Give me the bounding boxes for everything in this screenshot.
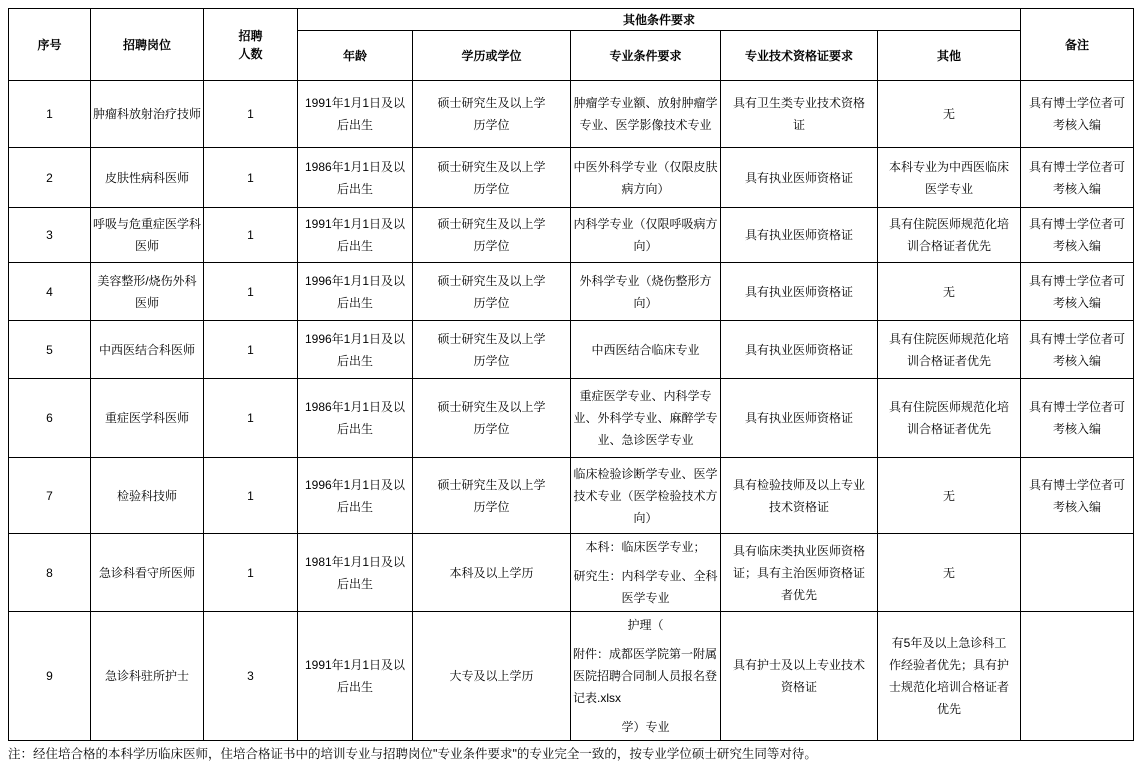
age-cell: 1996年1月1日及以后出生 (298, 263, 413, 321)
remark-cell (1021, 612, 1134, 741)
age-cell: 1986年1月1日及以后出生 (298, 148, 413, 208)
remark-cell: 具有博士学位者可考核入编 (1021, 458, 1134, 534)
table-row (9, 321, 1134, 379)
count-cell: 1 (204, 81, 298, 148)
major-cell: 内科学专业（仅限呼吸病方向） (571, 208, 721, 263)
position-cell: 肿瘤科放射治疗技师 (91, 81, 204, 148)
other-cell: 无 (878, 263, 1021, 321)
header-education: 学历或学位 (413, 31, 571, 81)
age-cell: 1986年1月1日及以后出生 (298, 379, 413, 458)
other-cell: 具有住院医师规范化培训合格证者优先 (878, 321, 1021, 379)
other-cell: 本科专业为中西医临床医学专业 (878, 148, 1021, 208)
major-cell (571, 612, 721, 741)
age-cell: 1991年1月1日及以后出生 (298, 81, 413, 148)
header-count (204, 9, 298, 81)
remark-cell: 具有博士学位者可考核入编 (1021, 379, 1134, 458)
cert-cell: 具有卫生类专业技术资格证 (721, 81, 878, 148)
table-row (9, 81, 1134, 148)
cell-line: 研究生：内科学专业、全科医学专业 (573, 569, 718, 605)
table-body (9, 81, 1134, 741)
major-cell: 中西医结合临床专业 (571, 321, 721, 379)
serial-cell: 3 (9, 208, 91, 263)
major-cell (571, 534, 721, 612)
cert-cell: 具有临床类执业医师资格证；具有主治医师资格证者优先 (721, 534, 878, 612)
cell-line: 本科：临床医学专业； (585, 540, 706, 554)
other-cell: 无 (878, 534, 1021, 612)
footnote: 注：经住培合格的本科学历临床医师，住培合格证书中的培训专业与招聘岗位"专业条件要求"的专业完全一致的，按专业学位硕士研究生同等对待。 (8, 747, 817, 761)
table-row (9, 263, 1134, 321)
age-cell: 1996年1月1日及以后出生 (298, 458, 413, 534)
attachment-text: 附件：成都医学院第一附属医院招聘合同制人员报名登记表.xlsx (573, 647, 718, 705)
table-row (9, 612, 1134, 741)
table-row (9, 458, 1134, 534)
header-position: 招聘岗位 (91, 9, 204, 81)
other-cell: 无 (878, 458, 1021, 534)
header-count-text: 招聘人数 (238, 28, 263, 61)
other-cell: 具有住院医师规范化培训合格证者优先 (878, 208, 1021, 263)
position-cell: 皮肤性病科医师 (91, 148, 204, 208)
serial-cell: 1 (9, 81, 91, 148)
major-cell: 中医外科学专业（仅限皮肤病方向） (571, 148, 721, 208)
education-cell: 硕士研究生及以上学历学位 (413, 321, 571, 379)
position-cell: 呼吸与危重症医学科医师 (91, 208, 204, 263)
count-cell: 3 (204, 612, 298, 741)
serial-cell: 8 (9, 534, 91, 612)
major-cell: 外科学专业（烧伤整形方向） (571, 263, 721, 321)
header-other: 其他 (878, 31, 1021, 81)
position-cell: 中西医结合科医师 (91, 321, 204, 379)
header-age: 年龄 (298, 31, 413, 81)
education-cell: 硕士研究生及以上学历学位 (413, 81, 571, 148)
major-cell: 肿瘤学专业额、放射肿瘤学专业、医学影像技术专业 (571, 81, 721, 148)
cert-cell: 具有检验技师及以上专业技术资格证 (721, 458, 878, 534)
cell-line: 学）专业 (621, 720, 670, 734)
header-remark: 备注 (1021, 9, 1134, 81)
education-cell: 硕士研究生及以上学历学位 (413, 458, 571, 534)
header-major: 专业条件要求 (571, 31, 721, 81)
count-cell: 1 (204, 534, 298, 612)
table-header (9, 9, 1134, 81)
serial-cell: 7 (9, 458, 91, 534)
remark-cell: 具有博士学位者可考核入编 (1021, 321, 1134, 379)
position-cell: 急诊科看守所医师 (91, 534, 204, 612)
header-cert: 专业技术资格证要求 (721, 31, 878, 81)
table-row (9, 208, 1134, 263)
cert-cell: 具有执业医师资格证 (721, 379, 878, 458)
header-serial: 序号 (9, 9, 91, 81)
header-other-conditions-group: 其他条件要求 (298, 9, 1021, 31)
table-row (9, 379, 1134, 458)
age-cell: 1996年1月1日及以后出生 (298, 321, 413, 379)
remark-cell: 具有博士学位者可考核入编 (1021, 263, 1134, 321)
age-cell: 1991年1月1日及以后出生 (298, 612, 413, 741)
count-cell: 1 (204, 208, 298, 263)
remark-cell (1021, 534, 1134, 612)
education-cell: 硕士研究生及以上学历学位 (413, 263, 571, 321)
cert-cell: 具有执业医师资格证 (721, 148, 878, 208)
serial-cell: 9 (9, 612, 91, 741)
age-cell: 1991年1月1日及以后出生 (298, 208, 413, 263)
serial-cell: 6 (9, 379, 91, 458)
major-cell: 临床检验诊断学专业、医学技术专业（医学检验技术方向） (571, 458, 721, 534)
other-cell: 有5年及以上急诊科工作经验者优先；具有护士规范化培训合格证者优先 (878, 612, 1021, 741)
education-cell: 本科及以上学历 (413, 534, 571, 612)
serial-cell: 4 (9, 263, 91, 321)
table-row (9, 534, 1134, 612)
education-cell: 硕士研究生及以上学历学位 (413, 208, 571, 263)
age-cell: 1981年1月1日及以后出生 (298, 534, 413, 612)
position-cell: 重症医学科医师 (91, 379, 204, 458)
serial-cell: 2 (9, 148, 91, 208)
count-cell: 1 (204, 321, 298, 379)
header-group-row (9, 9, 1134, 31)
other-cell: 无 (878, 81, 1021, 148)
position-cell: 急诊科驻所护士 (91, 612, 204, 741)
major-cell: 重症医学专业、内科学专业、外科学专业、麻醉学专业、急诊医学专业 (571, 379, 721, 458)
other-cell: 具有住院医师规范化培训合格证者优先 (878, 379, 1021, 458)
cert-cell: 具有执业医师资格证 (721, 321, 878, 379)
cert-cell: 具有执业医师资格证 (721, 208, 878, 263)
count-cell: 1 (204, 379, 298, 458)
recruitment-table (8, 8, 1134, 741)
table-row (9, 148, 1134, 208)
count-cell: 1 (204, 458, 298, 534)
education-cell: 大专及以上学历 (413, 612, 571, 741)
serial-cell: 5 (9, 321, 91, 379)
position-cell: 美容整形/烧伤外科医师 (91, 263, 204, 321)
remark-cell: 具有博士学位者可考核入编 (1021, 148, 1134, 208)
page (0, 8, 1136, 761)
education-cell: 硕士研究生及以上学历学位 (413, 148, 571, 208)
count-cell: 1 (204, 148, 298, 208)
education-cell: 硕士研究生及以上学历学位 (413, 379, 571, 458)
count-cell: 1 (204, 263, 298, 321)
cert-cell: 具有护士及以上专业技术资格证 (721, 612, 878, 741)
cell-line: 护理（ (627, 618, 664, 632)
position-cell: 检验科技师 (91, 458, 204, 534)
remark-cell: 具有博士学位者可考核入编 (1021, 208, 1134, 263)
remark-cell: 具有博士学位者可考核入编 (1021, 81, 1134, 148)
cert-cell: 具有执业医师资格证 (721, 263, 878, 321)
